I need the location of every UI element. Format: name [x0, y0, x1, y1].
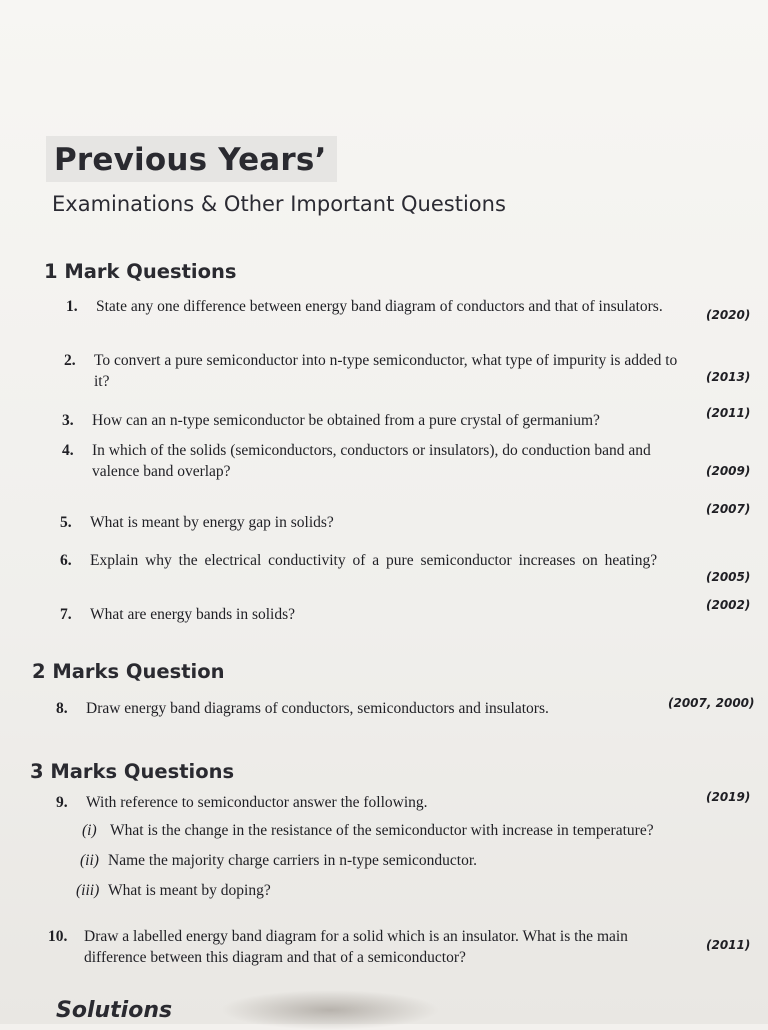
question-number: 5.: [60, 514, 72, 531]
question-number: 1.: [66, 298, 78, 315]
question-year: (2007): [706, 502, 751, 516]
page-shadow: [220, 990, 440, 1030]
question-text-continued: it?: [94, 373, 110, 390]
page-title: Previous Years’: [54, 142, 327, 178]
question-number: 9.: [56, 794, 68, 811]
question-year: (2019): [706, 790, 751, 804]
question-text: How can an n-type semiconductor be obtained from a pure crystal of germanium?: [92, 412, 600, 429]
question-year: (2011): [706, 938, 751, 952]
subpart-item: [76, 882, 736, 900]
title-highlight: [46, 136, 337, 182]
question-item: [48, 926, 728, 970]
question-item: [64, 350, 754, 394]
question-text: Draw energy band diagrams of conductors, semiconductors and insulators.: [86, 700, 549, 717]
question-text: In which of the solids (semiconductors, conductors or insulators), do conduction band and: [92, 442, 651, 459]
question-year: (2002): [706, 598, 751, 612]
section-heading-3-marks: 3 Marks Questions: [30, 760, 235, 783]
question-text: With reference to semiconductor answer the following.: [86, 794, 428, 811]
question-number: 4.: [62, 442, 74, 459]
question-text: To convert a pure semiconductor into n-type semiconductor, what type of impurity is added to: [94, 352, 678, 369]
subpart-marker: (i): [82, 822, 97, 839]
question-year: (2020): [706, 308, 751, 322]
question-number: 6.: [60, 552, 72, 569]
question-number: 8.: [56, 700, 68, 717]
question-number: 7.: [60, 606, 72, 623]
subpart-item: [80, 852, 740, 870]
question-item: [62, 440, 752, 484]
page-subtitle: Examinations & Other Important Questions: [52, 192, 506, 216]
subpart-item: [82, 822, 742, 840]
question-text: What is meant by energy gap in solids?: [90, 514, 334, 531]
question-text: What are energy bands in solids?: [90, 606, 296, 623]
question-text-continued: difference between this diagram and that of a semiconductor?: [84, 949, 466, 966]
question-text: Explain why the electrical conductivity of a pure semiconductor increases on heating?: [90, 552, 658, 569]
solutions-heading: Solutions: [56, 998, 173, 1023]
subpart-text: What is meant by doping?: [108, 882, 271, 899]
question-number: 10.: [48, 928, 68, 945]
question-text: Draw a labelled energy band diagram for a solid which is an insulator. What is the main: [84, 928, 628, 945]
subpart-text: Name the majority charge carriers in n-type semiconductor.: [108, 852, 477, 869]
question-year: (2009): [706, 464, 751, 478]
question-number: 3.: [62, 412, 74, 429]
question-text: State any one difference between energy band diagram of conductors and that of insulators.: [96, 298, 663, 315]
question-number: 2.: [64, 352, 76, 369]
subpart-text: What is the change in the resistance of the semiconductor with increase in temperature?: [110, 822, 654, 839]
question-year: (2011): [706, 406, 751, 420]
question-text-continued: valence band overlap?: [92, 463, 231, 480]
section-heading-1-mark: 1 Mark Questions: [44, 260, 237, 283]
section-heading-2-marks: 2 Marks Question: [32, 660, 225, 683]
subpart-marker: (iii): [76, 882, 100, 899]
question-year: (2007, 2000): [668, 696, 755, 710]
question-year: (2005): [706, 570, 751, 584]
subpart-marker: (ii): [80, 852, 99, 869]
question-year: (2013): [706, 370, 751, 384]
